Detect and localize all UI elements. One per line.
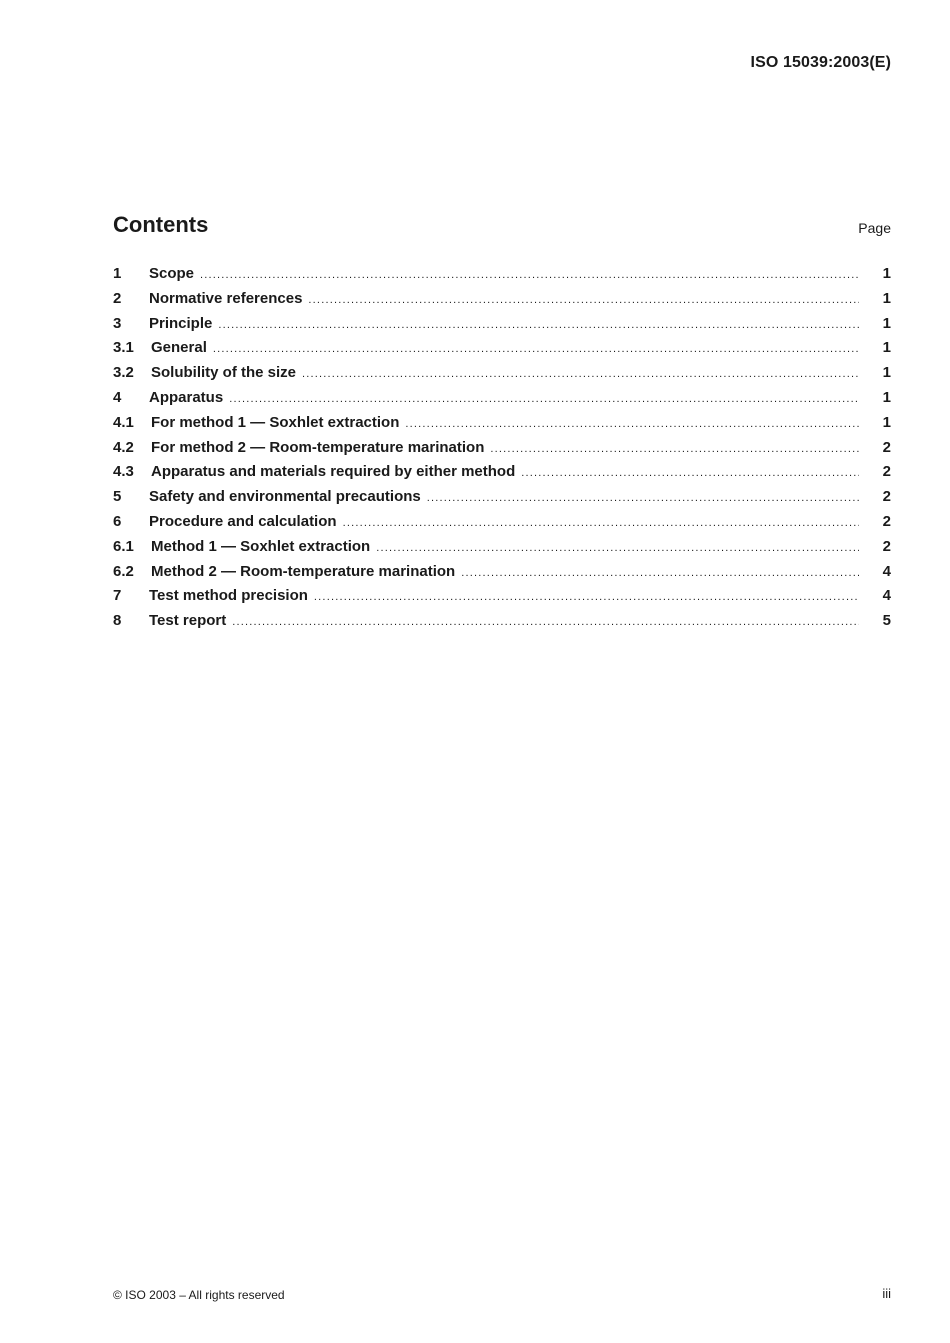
toc-entry-title: Test report: [149, 612, 227, 630]
toc-entry-page: 2: [882, 438, 891, 456]
toc-entry-title-wrap: [151, 438, 859, 459]
copyright-notice: © ISO 2003 – All rights reserved: [113, 1288, 285, 1302]
document-id: ISO 15039:2003(E): [750, 54, 891, 71]
toc-entry-title-wrap: [151, 537, 859, 558]
toc-entry-title-wrap: [149, 512, 859, 533]
toc-entry-title: Method 1 — Soxhlet extraction: [151, 537, 371, 555]
toc-entry[interactable]: [113, 338, 891, 363]
toc-entry[interactable]: [113, 314, 891, 339]
toc-entry-number: 3.2: [113, 364, 134, 382]
toc-dot-leader: [490, 439, 859, 459]
toc-entry-title: Procedure and calculation: [149, 512, 337, 530]
toc-entry-title: Normative references: [149, 289, 303, 307]
toc-entry[interactable]: [113, 413, 891, 438]
toc-dot-leader: [308, 290, 859, 310]
toc-entry-title-wrap: [151, 462, 859, 483]
toc-entry-title: Safety and environmental precautions: [149, 488, 421, 506]
page-column-label: Page: [858, 220, 891, 236]
toc-entry-page: 1: [882, 413, 891, 431]
toc-entry-number: 3.1: [113, 339, 134, 357]
toc-dot-leader: [200, 265, 859, 285]
toc-entry-number: 3: [113, 314, 122, 332]
toc-dot-leader: [405, 414, 859, 434]
toc-dot-leader: [427, 488, 859, 508]
contents-header: [113, 212, 891, 242]
toc-entry-title-wrap: [149, 611, 859, 632]
toc-entry-title-wrap: [149, 586, 859, 607]
toc-entry[interactable]: [113, 388, 891, 413]
toc-entry-title-wrap: [151, 363, 859, 384]
toc-dot-leader: [229, 389, 859, 409]
toc-dot-leader: [232, 612, 859, 632]
toc-dot-leader: [213, 339, 859, 359]
toc-entry-number: 4.1: [113, 413, 134, 431]
toc-entry-number: 4.2: [113, 438, 134, 456]
toc-entry[interactable]: [113, 264, 891, 289]
toc-entry-title-wrap: [151, 413, 859, 434]
toc-entry[interactable]: [113, 289, 891, 314]
toc-entry[interactable]: [113, 487, 891, 512]
toc-dot-leader: [314, 587, 859, 607]
toc-entry-number: 4: [113, 388, 122, 406]
toc-entry-page: 2: [882, 463, 891, 481]
toc-entry-title-wrap: [149, 388, 859, 409]
toc-entry-title: General: [151, 339, 207, 357]
toc-entry[interactable]: [113, 611, 891, 636]
toc-entry-page: 1: [882, 265, 891, 282]
toc-entry-title: Solubility of the size: [151, 364, 297, 382]
toc-entry-page: 1: [882, 388, 891, 406]
toc-entry-number: 6.2: [113, 562, 134, 580]
toc-entry-title-wrap: [149, 314, 859, 335]
toc-entry[interactable]: [113, 586, 891, 611]
toc-entry-title: For method 2 — Room-temperature marination: [151, 438, 485, 456]
toc-entry-number: 2: [113, 289, 122, 307]
toc-entry[interactable]: [113, 438, 891, 463]
toc-entry-title: Apparatus and materials required by either method: [151, 463, 516, 481]
toc-dot-leader: [302, 364, 859, 384]
toc-entry-title-wrap: [151, 562, 859, 583]
toc-entry-title-wrap: [149, 264, 859, 285]
toc-entry-number: 6.1: [113, 537, 134, 555]
toc-dot-leader: [376, 538, 859, 558]
toc-dot-leader: [343, 513, 859, 533]
toc-entry-number: 8: [113, 612, 122, 630]
toc-entry-page: 2: [882, 488, 891, 506]
toc-entry[interactable]: [113, 512, 891, 537]
toc-entry-page: 1: [882, 314, 891, 332]
toc-entry[interactable]: [113, 562, 891, 587]
toc-entry-title: Scope: [149, 265, 195, 282]
toc-entry[interactable]: [113, 363, 891, 388]
toc-entry-title-wrap: [151, 338, 859, 359]
table-of-contents: [113, 264, 891, 636]
toc-entry-page: 5: [882, 612, 891, 630]
toc-entry-number: 5: [113, 488, 122, 506]
toc-entry[interactable]: [113, 537, 891, 562]
toc-entry[interactable]: [113, 462, 891, 487]
toc-entry-number: 6: [113, 512, 122, 530]
toc-entry-title-wrap: [149, 289, 859, 310]
toc-entry-page: 1: [882, 364, 891, 382]
toc-entry-number: 4.3: [113, 463, 134, 481]
contents-title: Contents: [113, 212, 209, 237]
toc-entry-page: 2: [882, 537, 891, 555]
toc-entry-number: 7: [113, 587, 122, 605]
toc-entry-title: For method 1 — Soxhlet extraction: [151, 413, 400, 431]
page-number: iii: [882, 1286, 891, 1301]
toc-dot-leader: [461, 563, 859, 583]
toc-entry-page: 1: [882, 289, 891, 307]
toc-dot-leader: [521, 463, 859, 483]
toc-dot-leader: [218, 315, 859, 335]
toc-entry-title: Method 2 — Room-temperature marination: [151, 562, 456, 580]
toc-entry-title: Test method precision: [149, 587, 308, 605]
toc-entry-title: Apparatus: [149, 388, 224, 406]
toc-entry-page: 4: [882, 587, 891, 605]
toc-entry-title-wrap: [149, 487, 859, 508]
toc-entry-page: 2: [882, 512, 891, 530]
toc-entry-title: Principle: [149, 314, 213, 332]
toc-entry-number: 1: [113, 265, 122, 282]
toc-entry-page: 1: [882, 339, 891, 357]
toc-entry-page: 4: [882, 562, 891, 580]
